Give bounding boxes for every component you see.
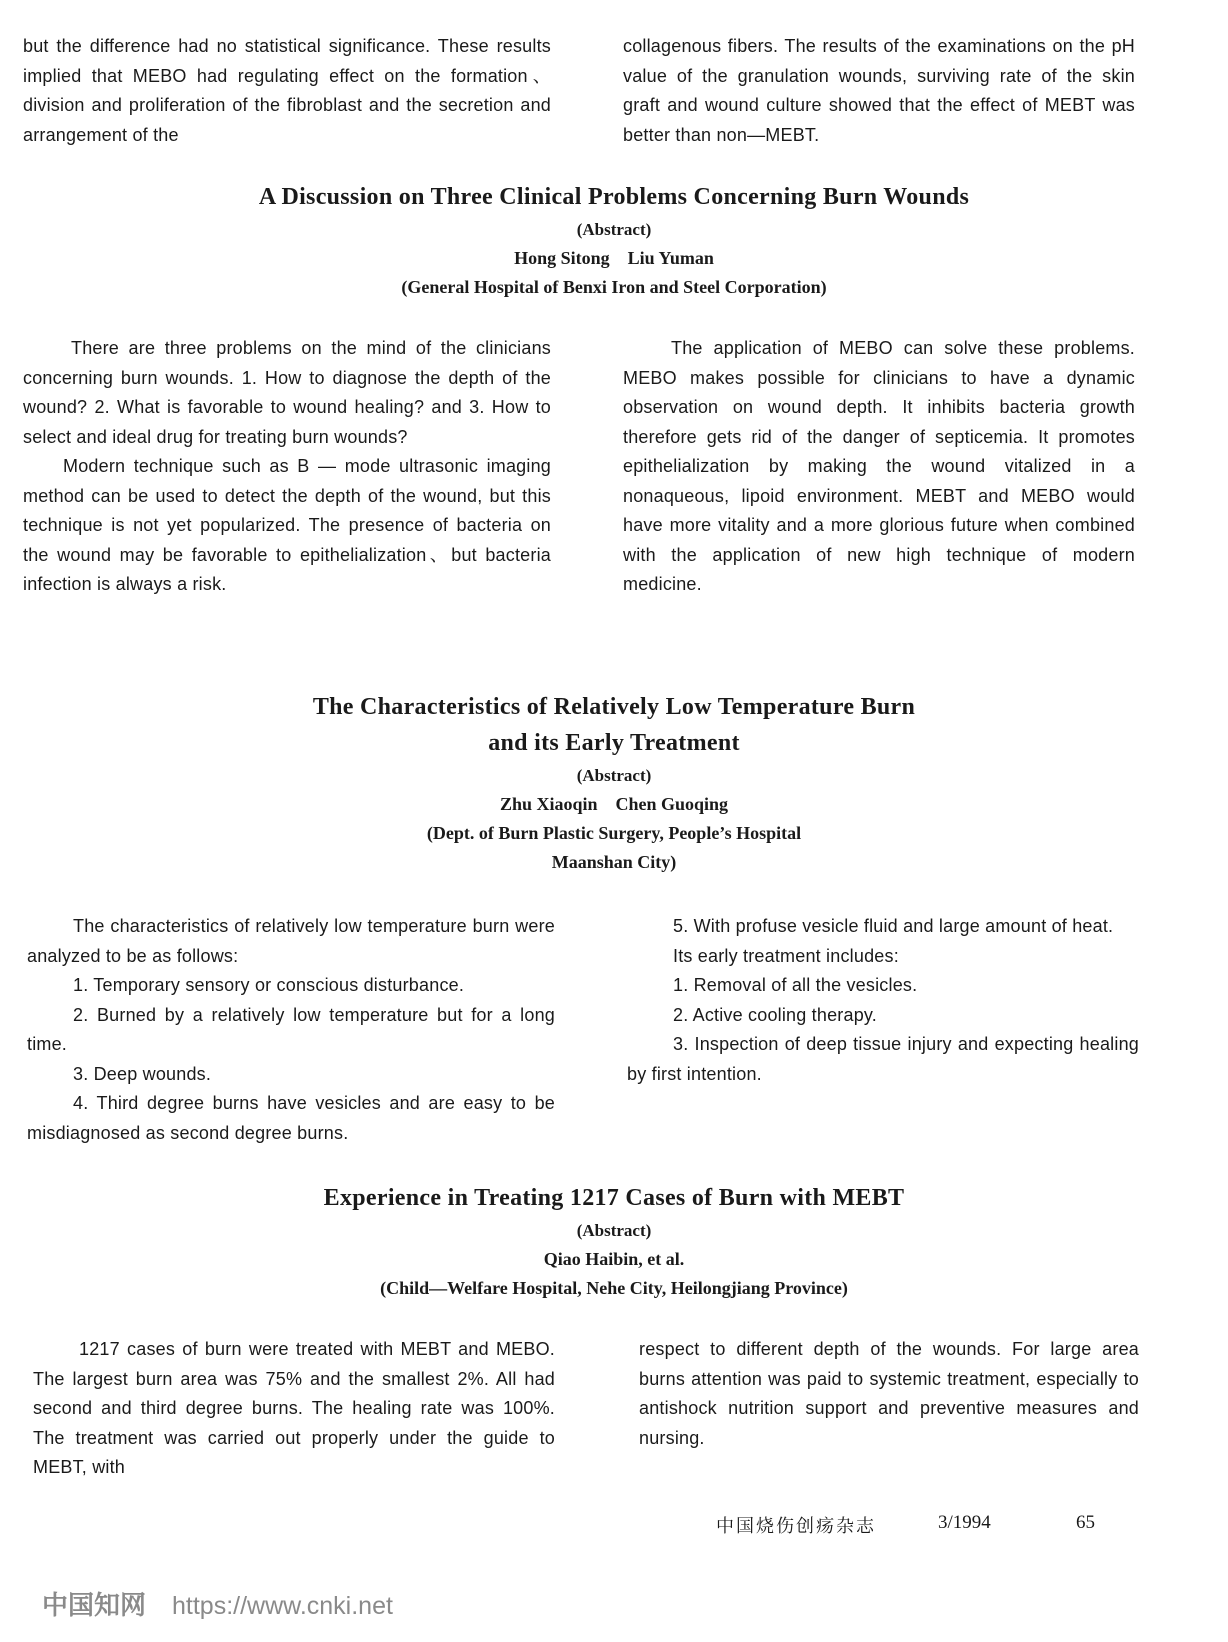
- article-2-list-item: 5. With profuse vesicle fluid and large amount of heat.: [673, 916, 1114, 936]
- article-1-paragraph: The application of MEBO can solve these problems. MEBO makes possible for clinicians to have a dynamic observation on wound depth. It inhibits bacteria growth therefore gets rid of the danger of septicemia. It promotes epithelialization by making the wound vitalized in a nonaqueous, lipoid environment. MEBT and MEBO would have more vitality and a more glorious future when combined with the application of new high technique of modern medicine.: [623, 338, 1135, 594]
- article-3-abstract-label: (Abstract): [576, 1221, 652, 1240]
- article-2-title-line-2: and its Early Treatment: [488, 730, 740, 756]
- page-number: 65: [1076, 1512, 1095, 1533]
- journal-name: 中国烧伤创疡杂志: [716, 1516, 876, 1537]
- article-1-title: A Discussion on Three Clinical Problems Concerning Burn Wounds: [258, 184, 970, 210]
- article-1-header: [0, 179, 1228, 302]
- article-3-affiliation: (Child—Welfare Hospital, Nehe City, Heilongjiang Province): [380, 1278, 848, 1298]
- article-3-body: [33, 1335, 1139, 1483]
- article-1-affiliation: (General Hospital of Benxi Iron and Steel Corporation): [401, 277, 827, 297]
- article-1-right-column: [623, 334, 1135, 600]
- issue-number: 3/1994: [938, 1512, 991, 1533]
- article-2-title-line-1: The Characteristics of Relatively Low Temperature Burn: [312, 694, 916, 720]
- continuation-left-paragraph: but the difference had no statistical significance. These results implied that MEBO had regulating effect on the formation、division and proliferation of the fibroblast and the secretion and arrangement of the: [23, 36, 551, 145]
- article-2-list-item: 3. Inspection of deep tissue injury and expecting healing by first intention.: [627, 1034, 1139, 1084]
- continuation-right-paragraph: collagenous fibers. The results of the examinations on the pH value of the granulation wounds, surviving rate of the skin graft and wound culture showed that the effect of MEBT was better than non—MEBT.: [623, 36, 1135, 145]
- article-2-abstract-label: (Abstract): [576, 766, 652, 785]
- article-2-body: [27, 912, 1139, 1148]
- article-3-paragraph: respect to different depth of the wounds. For large area burns attention was paid to systemic treatment, especially to antishock nutrition support and preventive measures and nursing.: [639, 1339, 1139, 1448]
- article-2-paragraph: The characteristics of relatively low temperature burn were analyzed to be as follows:: [27, 916, 555, 966]
- article-2-list-item: 3. Deep wounds.: [73, 1063, 212, 1084]
- article-2-list-item: 1. Removal of all the vesicles.: [673, 975, 918, 995]
- article-2-affiliation-line-2: Maanshan City): [551, 852, 677, 872]
- article-2-authors: Zhu Xiaoqin Chen Guoqing: [499, 794, 729, 814]
- article-2-paragraph: Its early treatment includes:: [673, 945, 899, 966]
- article-1-body: [23, 334, 1135, 600]
- article-1-left-column: [23, 334, 551, 600]
- article-2-header: [0, 689, 1228, 877]
- article-2-right-column: [627, 912, 1139, 1148]
- article-2-list-item: 1. Temporary sensory or conscious disturbance.: [73, 975, 465, 995]
- article-3-title: Experience in Treating 1217 Cases of Burn with MEBT: [323, 1185, 905, 1211]
- watermark-site-name: 中国知网: [42, 1591, 147, 1621]
- article-1-authors: Hong Sitong Liu Yuman: [514, 248, 714, 268]
- article-3-right-column: [639, 1335, 1139, 1483]
- article-3-header: [0, 1180, 1228, 1303]
- continuation-section: [23, 32, 1135, 150]
- continuation-right-column: [623, 32, 1135, 150]
- article-2-list-item: 2. Active cooling therapy.: [673, 1004, 877, 1025]
- article-1-paragraph: There are three problems on the mind of the clinicians concerning burn wounds. 1. How to diagnose the depth of the wound? 2. What is favorable to wound healing? and 3. How to select and ideal drug for treating burn wounds?: [23, 338, 551, 447]
- article-2-list-item: 2. Burned by a relatively low temperature but for a long time.: [27, 1004, 555, 1054]
- article-2-list-item: 4. Third degree burns have vesicles and are easy to be misdiagnosed as second degree burns.: [27, 1093, 555, 1143]
- article-2-affiliation-line-1: (Dept. of Burn Plastic Surgery, People’s Hospital: [426, 823, 802, 843]
- article-3-authors: Qiao Haibin, et al.: [543, 1249, 685, 1269]
- cnki-watermark: [42, 1585, 393, 1622]
- watermark-url: https://www.cnki.net: [172, 1592, 393, 1620]
- article-1-paragraph: Modern technique such as B — mode ultrasonic imaging method can be used to detect the depth of the wound, but this technique is not yet popularized. The presence of bacteria on the wound may be favorable to epithelialization、but bacteria infection is always a risk.: [23, 456, 551, 594]
- article-3-paragraph: 1217 cases of burn were treated with MEBT and MEBO. The largest burn area was 75% and the smallest 2%. All had second and third degree burns. The healing rate was 100%. The treatment was carried out properly under the guide to MEBT, with: [33, 1339, 555, 1477]
- continuation-left-column: [23, 32, 551, 150]
- article-2-left-column: [27, 912, 555, 1148]
- article-3-left-column: [33, 1335, 555, 1483]
- article-1-abstract-label: (Abstract): [576, 220, 652, 239]
